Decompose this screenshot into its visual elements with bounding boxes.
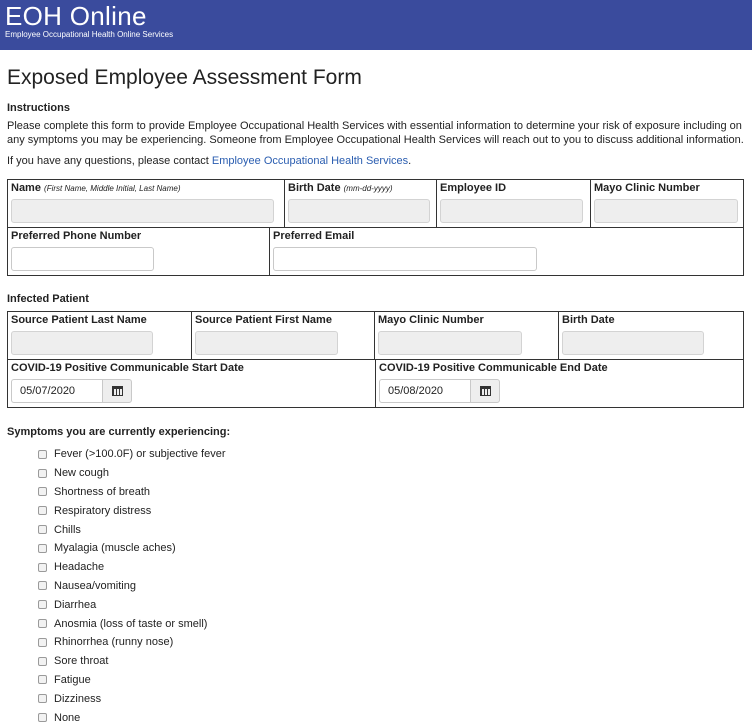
symptom-item[interactable] <box>38 483 745 502</box>
form-content <box>0 65 752 727</box>
symptom-checkbox[interactable] <box>38 581 47 590</box>
email-label: Preferred Email <box>273 230 355 242</box>
symptom-checkbox[interactable] <box>38 525 47 534</box>
contact-suffix: . <box>408 155 412 167</box>
communicable-dates-table <box>7 359 744 408</box>
symptom-label: Shortness of breath <box>54 485 151 498</box>
symptom-label: Myalagia (muscle aches) <box>54 542 176 555</box>
email-input[interactable] <box>273 247 537 271</box>
symptom-item[interactable] <box>38 464 745 483</box>
calendar-icon <box>112 386 123 396</box>
start-date-calendar-button[interactable] <box>102 379 132 403</box>
name-cell <box>8 180 285 228</box>
symptom-label: None <box>54 711 81 724</box>
employee-info-table <box>7 179 744 228</box>
start-date-label: COVID-19 Positive Communicable Start Date <box>11 362 244 374</box>
symptom-label: Respiratory distress <box>54 504 152 517</box>
symptom-label: Headache <box>54 561 105 574</box>
app-header <box>0 0 752 50</box>
source-clinic-number-label: Mayo Clinic Number <box>378 314 484 326</box>
symptom-checkbox[interactable] <box>38 469 47 478</box>
symptom-label: Dizziness <box>54 692 102 705</box>
source-last-name-field[interactable] <box>11 331 153 355</box>
symptom-item[interactable] <box>38 558 745 577</box>
page-title: Exposed Employee Assessment Form <box>7 66 362 89</box>
source-clinic-number-cell <box>375 312 559 360</box>
symptom-item[interactable] <box>38 445 745 464</box>
end-date-input[interactable]: 05/08/2020 <box>379 379 470 403</box>
symptom-label: Rhinorrhea (runny nose) <box>54 636 174 649</box>
symptom-label: New cough <box>54 467 110 480</box>
symptom-item[interactable] <box>38 501 745 520</box>
name-label: Name (First Name, Middle Initial, Last Name) <box>11 182 181 194</box>
name-field[interactable] <box>11 199 274 223</box>
symptom-checkbox[interactable] <box>38 563 47 572</box>
symptom-item[interactable] <box>38 539 745 558</box>
symptom-item[interactable] <box>38 595 745 614</box>
symptom-item[interactable] <box>38 520 745 539</box>
email-cell <box>270 228 744 276</box>
symptom-label: Nausea/vomiting <box>54 579 136 592</box>
app-title: EOH Online <box>5 1 147 31</box>
symptom-label: Sore throat <box>54 655 109 668</box>
symptom-checkbox[interactable] <box>38 487 47 496</box>
clinic-number-cell <box>591 180 744 228</box>
source-first-name-label: Source Patient First Name <box>195 314 332 326</box>
symptom-checkbox[interactable] <box>38 450 47 459</box>
symptom-checkbox[interactable] <box>38 544 47 553</box>
symptom-list <box>7 445 745 727</box>
instructions-heading: Instructions <box>7 102 70 114</box>
employee-id-cell <box>437 180 591 228</box>
birth-date-label: Birth Date (mm-dd-yyyy) <box>288 182 393 194</box>
source-clinic-number-field[interactable] <box>378 331 522 355</box>
birth-date-cell <box>285 180 437 228</box>
phone-cell <box>8 228 270 276</box>
source-first-name-cell <box>192 312 375 360</box>
symptom-item[interactable] <box>38 708 745 727</box>
symptom-item[interactable] <box>38 633 745 652</box>
symptom-checkbox[interactable] <box>38 506 47 515</box>
symptom-checkbox[interactable] <box>38 694 47 703</box>
app-subtitle: Employee Occupational Health Online Services <box>5 30 174 39</box>
symptom-item[interactable] <box>38 577 745 596</box>
symptom-checkbox[interactable] <box>38 657 47 666</box>
end-date-calendar-button[interactable] <box>470 379 500 403</box>
source-last-name-cell <box>8 312 192 360</box>
symptom-label: Chills <box>54 523 81 536</box>
clinic-number-label: Mayo Clinic Number <box>594 182 700 194</box>
source-birth-date-field[interactable] <box>562 331 704 355</box>
source-patient-table <box>7 311 744 360</box>
symptom-label: Anosmia (loss of taste or smell) <box>54 617 208 630</box>
source-first-name-field[interactable] <box>195 331 338 355</box>
symptom-checkbox[interactable] <box>38 619 47 628</box>
symptom-item[interactable] <box>38 614 745 633</box>
contact-prefix: If you have any questions, please contact <box>7 155 212 167</box>
symptom-checkbox[interactable] <box>38 713 47 722</box>
symptom-label: Fever (>100.0F) or subjective fever <box>54 448 226 461</box>
symptom-checkbox[interactable] <box>38 600 47 609</box>
contact-line <box>7 154 745 168</box>
symptom-checkbox[interactable] <box>38 638 47 647</box>
employee-id-label: Employee ID <box>440 182 507 194</box>
start-date-input[interactable]: 05/07/2020 <box>11 379 102 403</box>
birth-date-field[interactable] <box>288 199 430 223</box>
symptom-item[interactable] <box>38 671 745 690</box>
symptom-item[interactable] <box>38 689 745 708</box>
end-date-picker <box>379 379 500 403</box>
eohs-contact-link[interactable]: Employee Occupational Health Services <box>211 155 409 167</box>
source-birth-date-cell <box>559 312 744 360</box>
source-last-name-label: Source Patient Last Name <box>11 314 147 326</box>
phone-label: Preferred Phone Number <box>11 230 142 242</box>
name-hint: (First Name, Middle Initial, Last Name) <box>44 184 181 193</box>
symptom-item[interactable] <box>38 652 745 671</box>
symptom-label: Fatigue <box>54 673 91 686</box>
start-date-picker <box>11 379 132 403</box>
employee-id-field[interactable] <box>440 199 583 223</box>
symptom-checkbox[interactable] <box>38 675 47 684</box>
end-date-cell <box>376 360 744 408</box>
end-date-label: COVID-19 Positive Communicable End Date <box>379 362 608 374</box>
source-birth-date-label: Birth Date <box>562 314 615 326</box>
phone-input[interactable] <box>11 247 154 271</box>
employee-contact-table <box>7 227 744 276</box>
clinic-number-field[interactable] <box>594 199 738 223</box>
calendar-icon <box>480 386 491 396</box>
symptom-label: Diarrhea <box>54 598 97 611</box>
instructions-text: Please complete this form to provide Employee Occupational Health Services with essential information to determine your risk of exposure including on any symptoms you may be experiencing. Someone from Employee Occupational Health Services will reach out to you to discuss additional information. <box>7 120 744 146</box>
start-date-cell <box>8 360 376 408</box>
infected-patient-heading: Infected Patient <box>7 293 89 305</box>
birth-date-hint: (mm-dd-yyyy) <box>343 184 393 193</box>
symptoms-heading: Symptoms you are currently experiencing: <box>7 426 231 438</box>
